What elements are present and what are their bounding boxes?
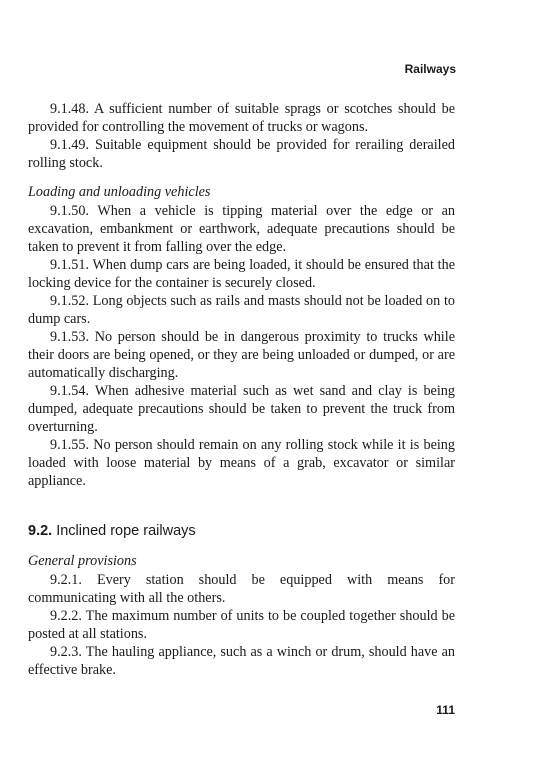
paragraph-9-1-49: 9.1.49. Suitable equipment should be provided for rerailing derailed rolling stock.: [28, 137, 455, 171]
paragraph-9-1-52: 9.1.52. Long objects such as rails and masts should not be loaded on to dump cars.: [28, 293, 455, 327]
section-number: 9.2.: [28, 523, 53, 539]
subheading-general-provisions: General provisions: [28, 553, 137, 569]
body-text: [28, 100, 455, 679]
paragraph-9-2-1: 9.2.1. Every station should be equipped with means for communicating with all the others.: [28, 572, 455, 606]
paragraph-9-1-50: 9.1.50. When a vehicle is tipping material over the edge or an excavation, embankment or earthwork, adequate precautions should be taken to prevent it from falling over the edge.: [28, 203, 455, 255]
paragraph-9-1-48: 9.1.48. A sufficient number of suitable sprags or scotches should be provided for controlling the movement of trucks or wagons.: [28, 101, 455, 135]
paragraph-9-2-2: 9.2.2. The maximum number of units to be coupled together should be posted at all stations.: [28, 608, 455, 642]
paragraph-9-1-53: 9.1.53. No person should be in dangerous proximity to trucks while their doors are being opened, or they are being unloaded or dumped, or are automatically discharging.: [28, 329, 455, 381]
paragraph-9-1-51: 9.1.51. When dump cars are being loaded, it should be ensured that the locking device for the container is securely closed.: [28, 257, 455, 291]
subheading-loading-unloading: Loading and unloading vehicles: [28, 184, 211, 200]
paragraph-9-1-55: 9.1.55. No person should remain on any rolling stock while it is being loaded with loose material by means of a grab, excavator or similar appliance.: [28, 437, 455, 489]
page-number: 111: [436, 703, 455, 717]
running-head: Railways: [404, 62, 456, 76]
paragraph-9-2-3: 9.2.3. The hauling appliance, such as a winch or drum, should have an effective brake.: [28, 644, 455, 678]
section-heading: [28, 522, 455, 540]
section-title: Inclined rope railways: [56, 523, 196, 539]
paragraph-9-1-54: 9.1.54. When adhesive material such as wet sand and clay is being dumped, adequate precautions should be taken to prevent the truck from overturning.: [28, 383, 455, 435]
